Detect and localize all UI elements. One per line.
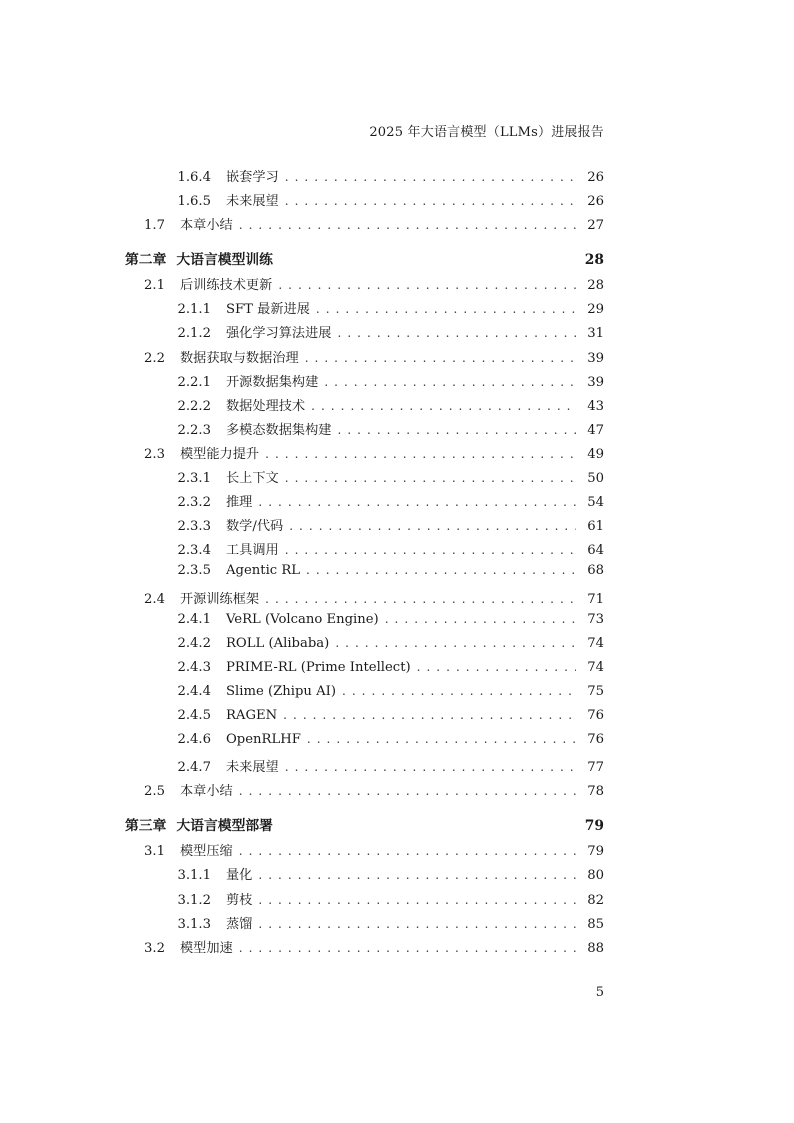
- toc-subsection-entry[interactable]: [125, 708, 604, 732]
- toc-entry-page: 47: [587, 422, 604, 438]
- toc-entry-page: 54: [587, 495, 604, 511]
- toc-entry-page: 43: [587, 398, 604, 414]
- toc-entry-title: 量化: [226, 868, 253, 884]
- toc-dot-leader: [285, 194, 576, 208]
- toc-dot-leader: [335, 636, 576, 650]
- toc-chapter-entry[interactable]: [125, 248, 604, 274]
- toc-entry-title: 工具调用: [226, 543, 279, 559]
- toc-entry-number: 3.2: [144, 940, 165, 956]
- toc-dot-leader: [285, 543, 576, 557]
- toc-subsection-entry[interactable]: [125, 395, 604, 419]
- toc-entry-number: 2.4.4: [177, 683, 211, 699]
- toc-entry-title: 模型加速: [180, 940, 233, 956]
- toc-entry-number: 2.2.2: [177, 398, 211, 414]
- toc-dot-leader: [342, 684, 576, 698]
- toc-entry-number: 2.4.7: [177, 760, 211, 776]
- toc-entry-title: 后训练技术更新: [180, 278, 273, 294]
- toc-subsection-entry[interactable]: [125, 636, 604, 660]
- toc-section-entry[interactable]: [125, 347, 604, 371]
- toc-entry-page: 73: [587, 611, 604, 627]
- toc-entry-page: 85: [587, 916, 604, 932]
- toc-dot-leader: [258, 868, 576, 882]
- toc-entry-page: 28: [584, 252, 604, 269]
- toc-entry-page: 29: [587, 302, 604, 318]
- toc-dot-leader: [239, 784, 576, 798]
- toc-dot-leader: [265, 447, 576, 461]
- toc-entry-title: Slime (Zhipu AI): [226, 683, 336, 699]
- toc-entry-number: 2.2: [144, 350, 165, 366]
- toc-entry-number: 2.4.2: [177, 635, 211, 651]
- toc-entry-title: SFT 最新进展: [226, 302, 310, 318]
- toc-entry-number: 2.1.1: [177, 302, 211, 318]
- toc-subsection-entry[interactable]: [125, 563, 604, 587]
- toc-section-entry[interactable]: [125, 588, 604, 612]
- toc-subsection-entry[interactable]: [125, 166, 604, 190]
- toc-entry-title: 强化学习算法进展: [226, 326, 332, 342]
- toc-entry-page: 75: [587, 683, 604, 699]
- toc-entry-number: 2.2.3: [177, 422, 211, 438]
- toc-entry-page: 49: [587, 446, 604, 462]
- toc-dot-leader: [258, 893, 576, 907]
- toc-entry-page: 74: [587, 635, 604, 651]
- toc-dot-leader: [239, 218, 576, 232]
- toc-subsection-entry[interactable]: [125, 467, 604, 491]
- toc-dot-leader: [239, 941, 576, 955]
- toc-entry-page: 78: [587, 784, 604, 800]
- toc-entry-title: 未来展望: [226, 194, 279, 210]
- toc-entry-page: 39: [587, 374, 604, 390]
- toc-entry-title: PRIME-RL (Prime Intellect): [226, 659, 411, 675]
- toc-entry-number: 2.3.3: [177, 519, 211, 535]
- toc-entry-title: 开源数据集构建: [226, 374, 319, 390]
- toc-entry-number: 3.1: [144, 844, 165, 860]
- toc-entry-title: 未来展望: [226, 760, 279, 776]
- toc-entry-page: 64: [587, 543, 604, 559]
- toc-dot-leader: [285, 471, 576, 485]
- toc-subsection-entry[interactable]: [125, 515, 604, 539]
- toc-entry-title: 本章小结: [180, 784, 233, 800]
- toc-entry-number: 2.5: [144, 784, 165, 800]
- toc-entry-number: 2.4.3: [177, 659, 211, 675]
- toc-subsection-entry[interactable]: [125, 190, 604, 214]
- toc-entry-page: 80: [587, 868, 604, 884]
- toc-entry-number: 1.6.5: [177, 194, 211, 210]
- toc-entry-page: 61: [587, 519, 604, 535]
- toc-subsection-entry[interactable]: [125, 913, 604, 937]
- toc-entry-page: 26: [587, 194, 604, 210]
- toc-subsection-entry[interactable]: [125, 684, 604, 708]
- toc-entry-number: 2.3.1: [177, 471, 211, 487]
- toc-entry-title: ROLL (Alibaba): [226, 635, 330, 651]
- toc-dot-leader: [324, 375, 576, 389]
- toc-entry-page: 39: [587, 350, 604, 366]
- toc-dot-leader: [258, 917, 576, 931]
- toc-dot-leader: [307, 732, 576, 746]
- toc-entry-title: 剪枝: [226, 892, 253, 908]
- toc-dot-leader: [239, 844, 576, 858]
- toc-dot-leader: [278, 278, 576, 292]
- toc-entry-title: 数学/代码: [226, 519, 284, 535]
- toc-entry-number: 1.6.4: [177, 170, 211, 185]
- toc-entry-title: 模型能力提升: [180, 446, 260, 462]
- toc-dot-leader: [338, 326, 577, 340]
- toc-entry-title: 数据处理技术: [226, 398, 306, 414]
- toc-entry-title: 蒸馏: [226, 916, 253, 932]
- toc-entry-title: 推理: [226, 495, 253, 511]
- toc-dot-leader: [285, 760, 576, 774]
- toc-subsection-entry[interactable]: [125, 419, 604, 443]
- toc-section-entry[interactable]: [125, 937, 604, 961]
- toc-section-entry[interactable]: [125, 840, 604, 864]
- toc-entry-page: 79: [587, 844, 604, 860]
- toc-entry-number: 第二章: [125, 252, 167, 269]
- toc-subsection-entry[interactable]: [125, 732, 604, 756]
- toc-entry-page: 82: [587, 892, 604, 908]
- toc-entry-page: 28: [587, 278, 604, 294]
- toc-dot-leader: [338, 423, 577, 437]
- toc-entry-number: 2.4: [144, 591, 165, 607]
- toc-entry-page: 31: [587, 326, 604, 342]
- toc-entry-title: VeRL (Volcano Engine): [226, 611, 379, 627]
- toc-dot-leader: [285, 170, 576, 184]
- toc-entry-title: 多模态数据集构建: [226, 422, 332, 438]
- toc-entry-number: 2.4.5: [177, 707, 211, 723]
- toc-chapter-entry[interactable]: [125, 814, 604, 840]
- toc-entry-number: 3.1.2: [177, 892, 211, 908]
- toc-dot-leader: [311, 399, 576, 413]
- toc-dot-leader: [316, 302, 576, 316]
- toc-entry-title: Agentic RL: [226, 563, 301, 579]
- toc-entry-number: 3.1.1: [177, 868, 211, 884]
- toc-entry-title: 大语言模型部署: [176, 818, 273, 835]
- toc-entry-page: 74: [587, 659, 604, 675]
- toc-entry-page: 77: [587, 760, 604, 776]
- table-of-contents: [125, 166, 604, 961]
- toc-dot-leader: [306, 563, 576, 577]
- toc-subsection-entry[interactable]: [125, 322, 604, 346]
- page-number: 5: [595, 985, 604, 1000]
- toc-entry-number: 第三章: [125, 818, 167, 835]
- toc-entry-number: 2.1: [144, 278, 165, 294]
- toc-entry-number: 3.1.3: [177, 916, 211, 932]
- toc-entry-title: RAGEN: [226, 707, 278, 723]
- toc-section-entry[interactable]: [125, 274, 604, 298]
- toc-entry-title: 开源训练框架: [180, 591, 260, 607]
- toc-dot-leader: [417, 660, 576, 674]
- toc-entry-page: 26: [587, 170, 604, 185]
- toc-dot-leader: [258, 495, 576, 509]
- toc-entry-number: 2.3.4: [177, 543, 211, 559]
- toc-entry-number: 2.3.5: [177, 563, 211, 579]
- toc-section-entry[interactable]: [125, 780, 604, 804]
- toc-entry-page: 79: [584, 818, 604, 835]
- toc-dot-leader: [283, 708, 576, 722]
- toc-subsection-entry[interactable]: [125, 298, 604, 322]
- toc-entry-title: 模型压缩: [180, 844, 233, 860]
- toc-subsection-entry[interactable]: [125, 371, 604, 395]
- toc-entry-number: 2.4.6: [177, 732, 211, 748]
- toc-section-entry[interactable]: [125, 214, 604, 238]
- toc-entry-number: 2.3: [144, 446, 165, 462]
- toc-entry-page: 88: [587, 940, 604, 956]
- toc-entry-number: 1.7: [144, 218, 165, 234]
- toc-subsection-entry[interactable]: [125, 864, 604, 888]
- toc-subsection-entry[interactable]: [125, 491, 604, 515]
- toc-entry-page: 71: [587, 591, 604, 607]
- toc-entry-title: OpenRLHF: [226, 732, 301, 748]
- toc-entry-title: 大语言模型训练: [176, 252, 273, 269]
- running-header: 2025 年大语言模型（LLMs）进展报告: [369, 125, 604, 140]
- toc-section-entry[interactable]: [125, 443, 604, 467]
- toc-entry-page: 27: [587, 218, 604, 234]
- toc-entry-page: 50: [587, 471, 604, 487]
- toc-subsection-entry[interactable]: [125, 889, 604, 913]
- toc-entry-title: 数据获取与数据治理: [180, 350, 299, 366]
- toc-subsection-entry[interactable]: [125, 660, 604, 684]
- toc-entry-page: 76: [587, 707, 604, 723]
- toc-dot-leader: [385, 612, 576, 626]
- toc-subsection-entry[interactable]: [125, 756, 604, 780]
- toc-subsection-entry[interactable]: [125, 612, 604, 636]
- toc-dot-leader: [265, 592, 576, 606]
- toc-entry-number: 2.1.2: [177, 326, 211, 342]
- toc-dot-leader: [289, 519, 576, 533]
- toc-entry-title: 长上下文: [226, 471, 279, 487]
- toc-dot-leader: [305, 351, 576, 365]
- toc-entry-page: 68: [587, 563, 604, 579]
- toc-entry-number: 2.2.1: [177, 374, 211, 390]
- toc-entry-number: 2.3.2: [177, 495, 211, 511]
- toc-entry-number: 2.4.1: [177, 611, 211, 627]
- toc-subsection-entry[interactable]: [125, 539, 604, 563]
- toc-entry-page: 76: [587, 732, 604, 748]
- toc-entry-title: 本章小结: [180, 218, 233, 234]
- toc-entry-title: 嵌套学习: [226, 170, 279, 185]
